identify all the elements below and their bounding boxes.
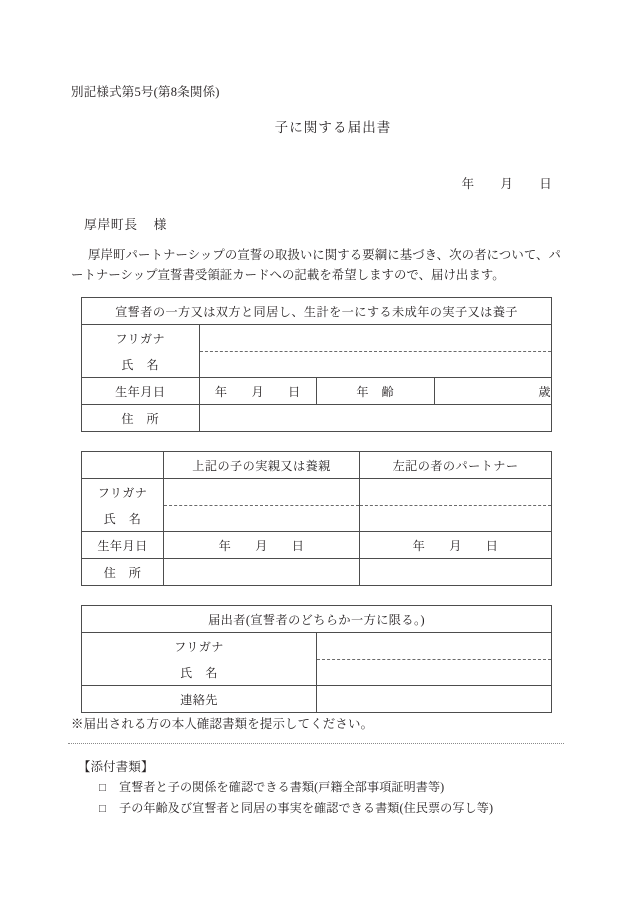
- partner-birth-month-label: 月: [449, 538, 462, 553]
- parent-birth-year-label: 年: [218, 538, 232, 553]
- notifier-name-input[interactable]: [317, 633, 552, 686]
- child-table-heading: 宣誓者の一方又は双方と同居し、生計を一にする未成年の実子又は養子: [82, 298, 552, 325]
- date-month-label: 月: [500, 177, 514, 191]
- partner-address-input[interactable]: [360, 559, 552, 586]
- child-name-labels: [82, 325, 200, 378]
- notifier-table: [81, 605, 552, 713]
- table-row: [82, 559, 552, 586]
- table-row: [82, 405, 552, 432]
- parent-birth-day-label: 日: [291, 538, 305, 553]
- table-row: [82, 633, 552, 686]
- parent-table-corner: [82, 452, 164, 479]
- notifier-name-labels: [82, 633, 317, 686]
- child-age-unit: 歳: [538, 384, 551, 399]
- table-row: [82, 378, 552, 405]
- parent-column-header: 上記の子の実親又は養親: [164, 452, 360, 479]
- parent-partner-table: [81, 451, 552, 586]
- child-birth-day-label: 日: [288, 384, 301, 399]
- table-row: [82, 298, 552, 325]
- parent-name-labels: [82, 479, 164, 532]
- child-address-input[interactable]: [199, 405, 552, 432]
- child-birthdate-label: 生年月日: [82, 378, 200, 405]
- dotted-separator: [68, 743, 564, 744]
- addressee-honorific: 様: [153, 218, 167, 232]
- child-address-label: 住 所: [82, 405, 200, 432]
- list-item[interactable]: [99, 799, 493, 820]
- parent-address-label: 住 所: [82, 559, 164, 586]
- child-name-label: 氏 名: [121, 357, 160, 372]
- child-name-input[interactable]: [199, 325, 552, 378]
- page-title: 子に関する届出書: [274, 120, 392, 135]
- addressee: [84, 214, 167, 233]
- child-age-label: 年 齢: [317, 378, 435, 405]
- notifier-contact-input[interactable]: [317, 686, 552, 713]
- partner-column-header: 左記の者のパートナー: [360, 452, 552, 479]
- table-row: [82, 325, 552, 378]
- list-item[interactable]: [99, 778, 493, 799]
- table-row: [82, 686, 552, 713]
- partner-birth-year-label: 年: [412, 538, 426, 553]
- parent-name-input[interactable]: [164, 479, 360, 532]
- partner-birth-day-label: 日: [485, 538, 499, 553]
- child-birthdate-input[interactable]: [199, 378, 317, 405]
- parent-name-label: 氏 名: [103, 511, 142, 526]
- checkbox-icon[interactable]: □: [99, 803, 107, 815]
- date-day-label: 日: [539, 177, 552, 191]
- date-year-label: 年: [461, 177, 475, 191]
- identity-note: ※届出される方の本人確認書類を提示してください。: [71, 717, 374, 731]
- checkbox-icon[interactable]: □: [99, 782, 107, 794]
- parent-birthdate-label: 生年月日: [82, 532, 164, 559]
- addressee-name: 厚岸町長: [84, 218, 138, 232]
- table-row: [82, 606, 552, 633]
- partner-birthdate-input[interactable]: [360, 532, 552, 559]
- parent-address-input[interactable]: [164, 559, 360, 586]
- parent-furigana-label: フリガナ: [97, 485, 148, 500]
- child-age-input[interactable]: [434, 378, 552, 405]
- body-paragraph: [71, 245, 561, 285]
- child-info-table: [81, 297, 552, 432]
- partner-name-input[interactable]: [360, 479, 552, 532]
- parent-birthdate-input[interactable]: [164, 532, 360, 559]
- child-birth-year-label: 年: [214, 384, 228, 399]
- form-code: 別記様式第5号(第8条関係): [71, 85, 220, 99]
- child-birth-month-label: 月: [251, 384, 265, 399]
- notifier-furigana-label: フリガナ: [174, 639, 224, 654]
- body-paragraph-text: 厚岸町パートナーシップの宣誓の取扱いに関する要綱に基づき、次の者について、パートナーシップ宣誓書受領証カードへの記載を希望しますので、届け出ます。: [71, 248, 561, 282]
- table-row: [82, 452, 552, 479]
- table-row: [82, 479, 552, 532]
- notifier-contact-label: 連絡先: [82, 686, 317, 713]
- date-line: [462, 174, 552, 192]
- attachment-label: 子の年齢及び宣誓者と同居の事実を確認できる書類(住民票の写し等): [119, 801, 494, 815]
- child-furigana-label: フリガナ: [115, 331, 166, 346]
- table-row: [82, 532, 552, 559]
- parent-birth-month-label: 月: [255, 538, 268, 553]
- notifier-name-label: 氏 名: [180, 665, 218, 680]
- attachment-label: 宣誓者と子の関係を確認できる書類(戸籍全部事項証明書等): [119, 780, 445, 794]
- attachments-list: [99, 778, 493, 820]
- attachments-title: 【添付書類】: [78, 760, 154, 774]
- notifier-table-heading: 届出者(宣誓者のどちらか一方に限る。): [82, 606, 552, 633]
